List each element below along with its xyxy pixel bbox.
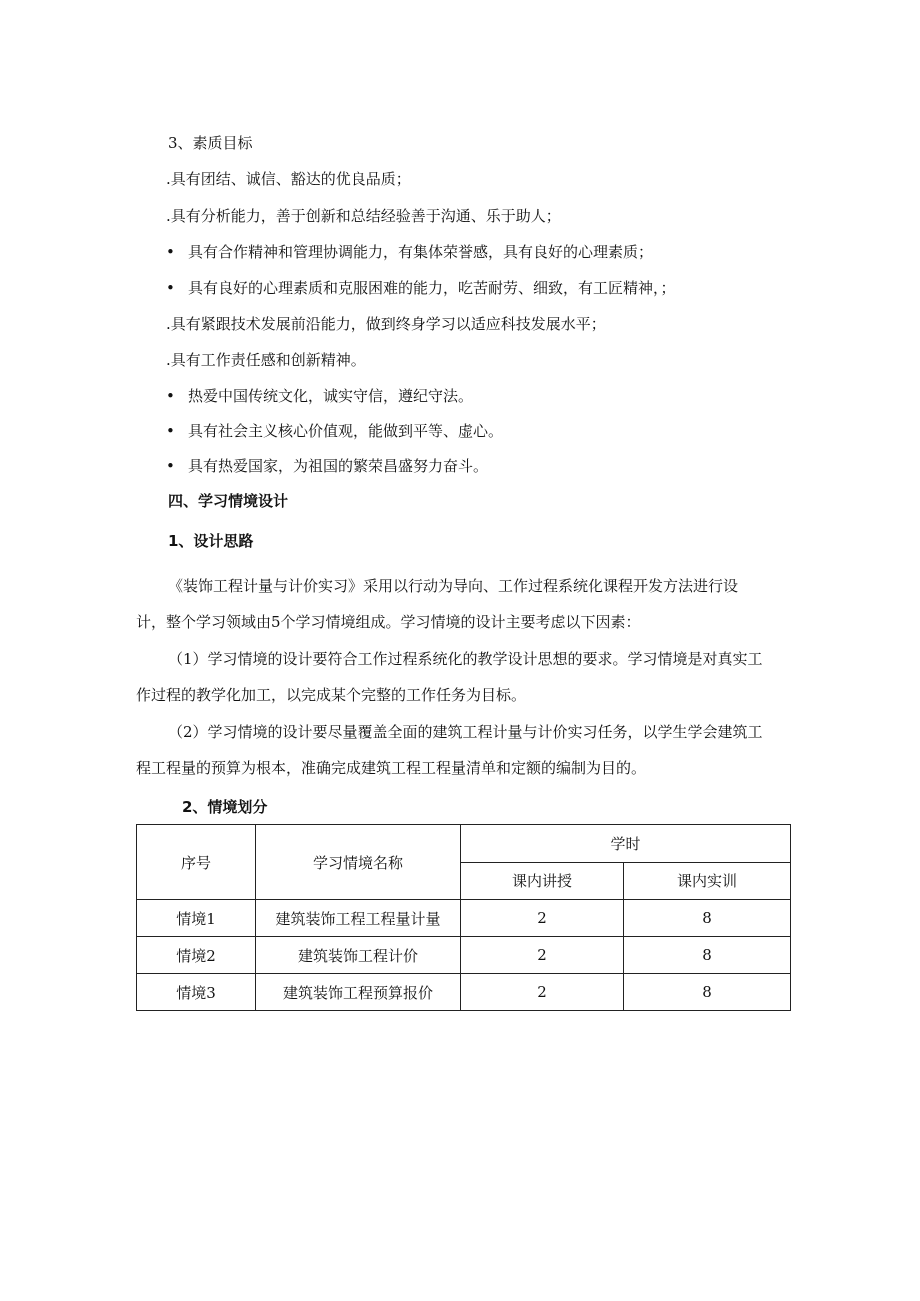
list-item-text: 具有团结、诚信、豁达的优良品质； xyxy=(170,170,411,188)
situation-table xyxy=(136,824,791,1011)
cell-practice: 8 xyxy=(624,974,791,1011)
bullet-icon: • xyxy=(166,243,175,261)
paragraph-line: （2）学习情境的设计要尽量覆盖全面的建筑工程计量与计价实习任务，以学生学会建筑工 xyxy=(168,723,763,741)
list-item xyxy=(166,386,473,406)
paragraph-line: 程工程量的预算为根本，准确完成建筑工程工程量清单和定额的编制为目的。 xyxy=(136,759,647,777)
cell-name: 建筑装饰工程计价 xyxy=(256,937,461,974)
cell-lecture: 2 xyxy=(461,900,624,937)
header-cell-lecture: 课内讲授 xyxy=(461,862,624,900)
list-item xyxy=(166,421,503,441)
header-cell-practice: 课内实训 xyxy=(624,862,791,900)
list-item-text: 具有紧跟技术发展前沿能力，做到终身学习以适应科技发展水平； xyxy=(170,315,606,333)
table-row xyxy=(137,900,791,937)
list-item-text: 具有热爱国家，为祖国的繁荣昌盛努力奋斗。 xyxy=(188,457,489,475)
list-marker: . xyxy=(166,170,171,188)
bullet-icon: • xyxy=(166,387,175,405)
paragraph-line: 《装饰工程计量与计价实习》采用以行动为导向、工作过程系统化课程开发方法进行设 xyxy=(168,577,739,595)
cell-lecture: 2 xyxy=(461,974,624,1011)
subsection-heading: 2、情境划分 xyxy=(182,798,268,816)
table-row xyxy=(137,974,791,1011)
section-heading: 四、学习情境设计 xyxy=(168,492,289,510)
header-cell-hours: 学时 xyxy=(461,825,791,863)
cell-practice: 8 xyxy=(624,900,791,937)
list-marker: . xyxy=(166,207,171,225)
header-cell-no: 序号 xyxy=(137,825,256,900)
list-item-text: 具有社会主义核心价值观，能做到平等、虚心。 xyxy=(188,422,504,440)
cell-name: 建筑装饰工程预算报价 xyxy=(256,974,461,1011)
list-item xyxy=(166,242,653,262)
list-item xyxy=(166,206,561,226)
paragraph-line: （1）学习情境的设计要符合工作过程系统化的教学设计思想的要求。学习情境是对真实工 xyxy=(168,650,763,668)
list-item-text: 具有工作责任感和创新精神。 xyxy=(170,351,366,369)
table-row xyxy=(137,937,791,974)
cell-name: 建筑装饰工程工程量计量 xyxy=(256,900,461,937)
header-cell-name: 学习情境名称 xyxy=(256,825,461,900)
list-item xyxy=(166,314,606,334)
cell-no: 情境1 xyxy=(137,900,256,937)
bullet-icon: • xyxy=(166,422,175,440)
list-item xyxy=(166,169,411,189)
list-marker: . xyxy=(166,315,171,333)
list-item xyxy=(166,350,366,370)
bullet-icon: • xyxy=(166,457,175,475)
paragraph-line: 计，整个学习领域由5个学习情境组成。学习情境的设计主要考虑以下因素： xyxy=(136,613,641,631)
subsection-heading: 1、设计思路 xyxy=(168,532,254,550)
list-item xyxy=(166,456,488,476)
list-marker: . xyxy=(166,351,171,369)
cell-no: 情境2 xyxy=(137,937,256,974)
cell-no: 情境3 xyxy=(137,974,256,1011)
list-item xyxy=(166,278,676,298)
list-item-text: 具有良好的心理素质和克服困难的能力，吃苦耐劳、细致，有工匠精神，； xyxy=(188,279,676,297)
list-item-text: 具有合作精神和管理协调能力，有集体荣誉感，具有良好的心理素质； xyxy=(188,243,654,261)
quality-heading: 3、素质目标 xyxy=(168,134,253,152)
list-item-text: 具有分析能力，善于创新和总结经验善于沟通、乐于助人； xyxy=(170,207,561,225)
cell-lecture: 2 xyxy=(461,937,624,974)
list-item-text: 热爱中国传统文化，诚实守信，遵纪守法。 xyxy=(188,387,474,405)
paragraph-line: 作过程的教学化加工，以完成某个完整的工作任务为目标。 xyxy=(136,686,527,704)
bullet-icon: • xyxy=(166,279,175,297)
table-header-row xyxy=(137,825,791,863)
cell-practice: 8 xyxy=(624,937,791,974)
